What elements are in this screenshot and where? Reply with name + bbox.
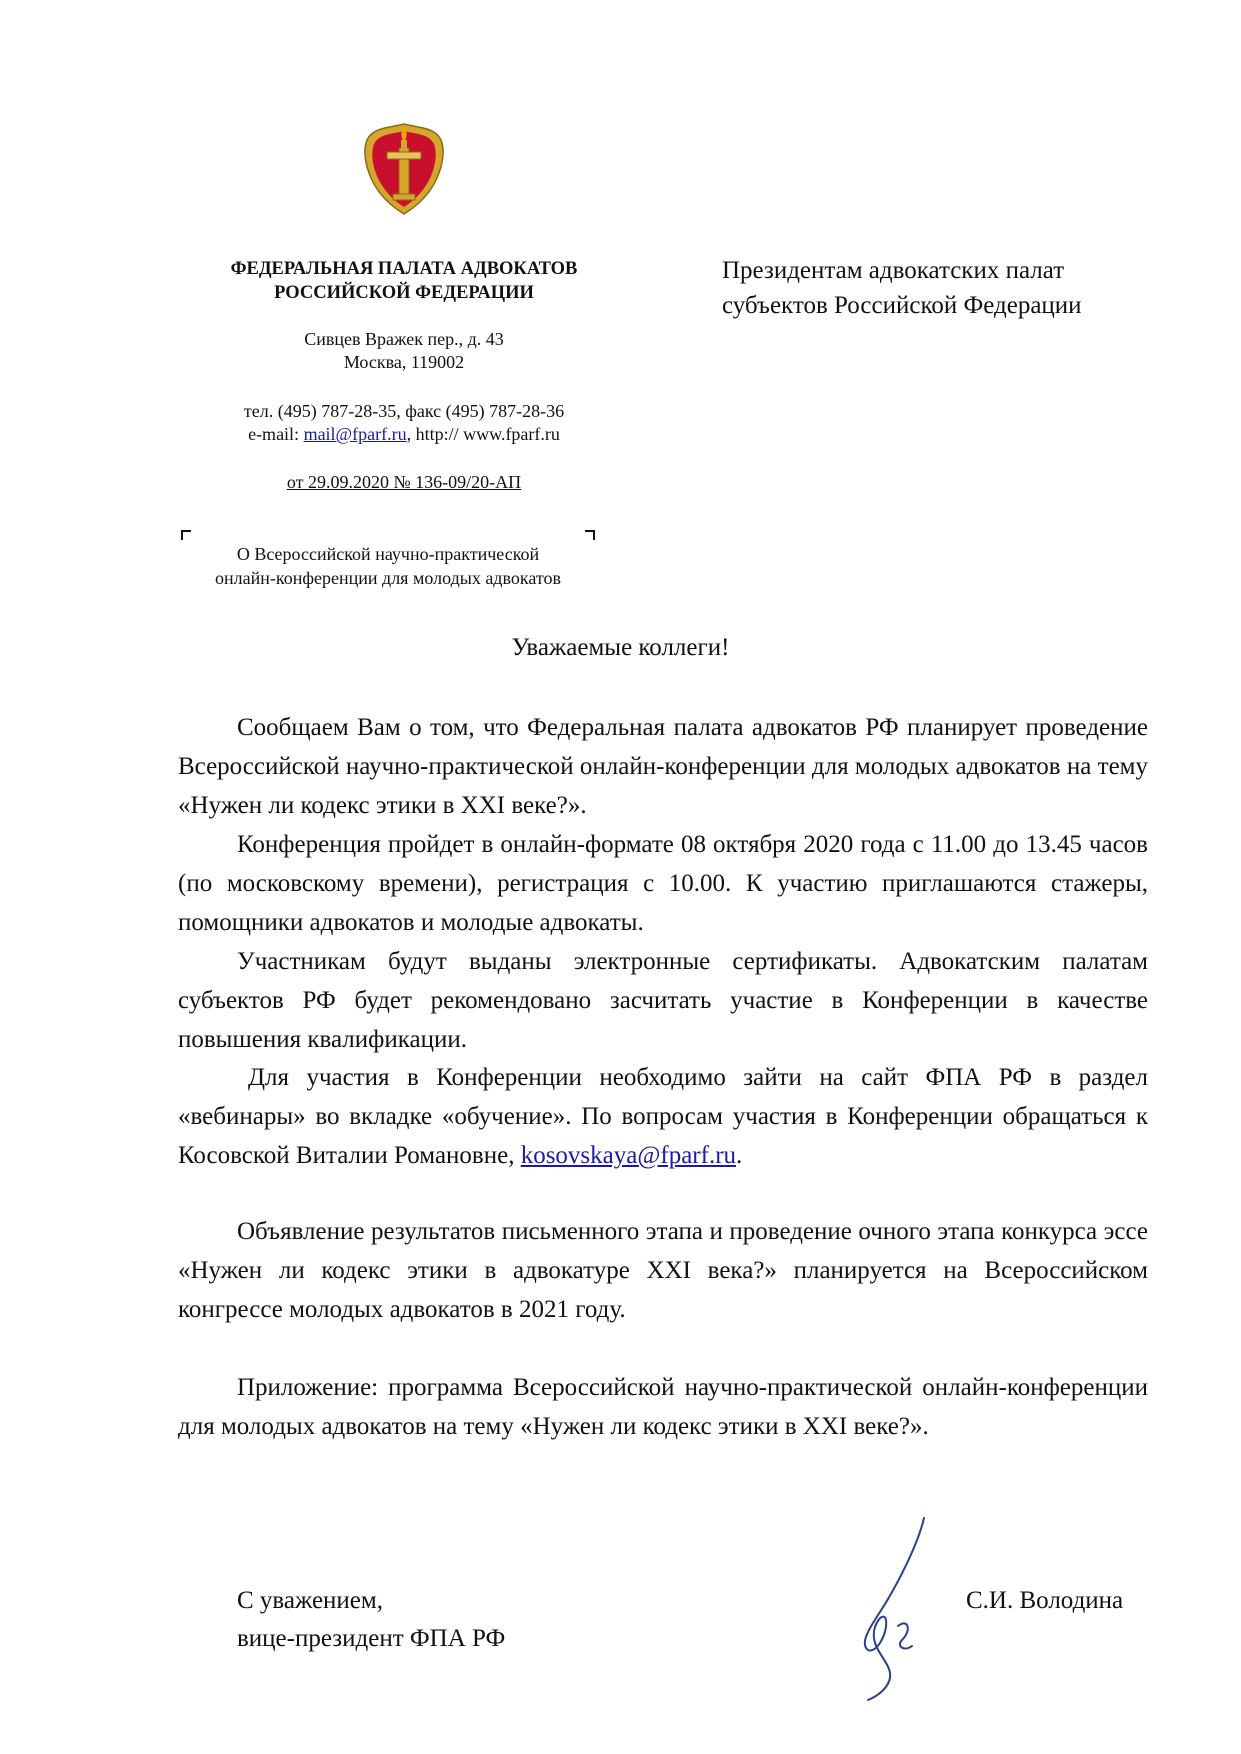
subject-block [178,528,598,598]
address [172,328,636,374]
paragraph-2: Конференция пройдет в онлайн-формате 08 октября 2020 года с 11.00 до 13.45 часов (по московскому времени), регистрация с 10.00. К участию приглашаются стажеры, помощники адвокатов и молодые адвокаты. [178,831,1148,936]
paragraph-1: Сообщаем Вам о том, что Федеральная палата адвокатов РФ планирует проведение Всероссийской научно-практической онлайн-конференции для молодых адвокатов на тему «Нужен ли кодекс этики в XXI веке?». [178,714,1148,819]
paragraph-4-text: Для участия в Конференции необходимо зайти на сайт ФПА РФ в раздел «вебинары» во вкладке «обучение». По вопросам участия в Конференции обращаться к Косовской Виталии Романовне, [178,1064,1148,1169]
subject-text [178,542,598,590]
closing-position: вице-президент ФПА РФ [237,1625,506,1652]
subject-line2: онлайн-конференции для молодых адвокатов [215,568,561,588]
closing [237,1582,505,1658]
email-link[interactable]: mail@fparf.ru [303,424,407,444]
contacts [172,400,636,446]
recipient [722,253,1162,323]
org-name-line1: ФЕДЕРАЛЬНАЯ ПАЛАТА АДВОКАТОВ [230,259,578,279]
address-street: Сивцев Вражек пер., д. 43 [304,329,504,349]
organization-name [172,257,636,305]
paragraph-4 [178,1058,1148,1175]
phone-line: тел. (495) 787-28-35, факс (495) 787-28-36 [243,401,565,421]
paragraph-4-end: . [736,1142,743,1169]
email-line [172,423,636,446]
recipient-line2: субъектов Российской Федерации [722,292,1082,319]
email-label: e-mail: [248,424,304,444]
subject-line1: О Всероссийской научно-практической [236,544,540,564]
paragraph-6: Приложение: программа Всероссийской научно-практической онлайн-конференции для молодых адвокатов на тему «Нужен ли кодекс этики в XXI веке?». [178,1374,1148,1440]
website-text: , http:// www.fparf.ru [406,424,560,444]
document-number [172,471,636,494]
emblem-icon [361,118,447,218]
paragraph-5: Объявление результатов письменного этапа и проведение очного этапа конкурса эссе «Нужен ли кодекс этики в адвокатуре XXI века?» планируется на Всероссийском конгрессе молодых адвокатов в 2021 году. [178,1218,1148,1323]
greeting: Уважаемые коллеги! [511,634,730,661]
org-name-line2: РОССИЙСКОЙ ФЕДЕРАЦИИ [274,283,534,303]
contact-email-link[interactable]: kosovskaya@fparf.ru [520,1142,737,1169]
closing-regards: С уважением, [237,1587,383,1614]
recipient-line1: Президентам адвокатских палат [722,257,1065,284]
document-number-text: от 29.09.2020 № 136-09/20-АП [286,472,522,492]
signer-name: С.И. Володина [966,1587,1124,1614]
subject-corner-right [585,530,595,540]
subject-corner-left [181,530,191,540]
signature-icon [838,1514,948,1704]
paragraph-3: Участникам будут выданы электронные сертификаты. Адвокатским палатам субъектов РФ будет рекомендовано засчитать участие в Конференции в качестве повышения квалификации. [178,948,1148,1053]
address-city: Москва, 119002 [343,352,465,372]
